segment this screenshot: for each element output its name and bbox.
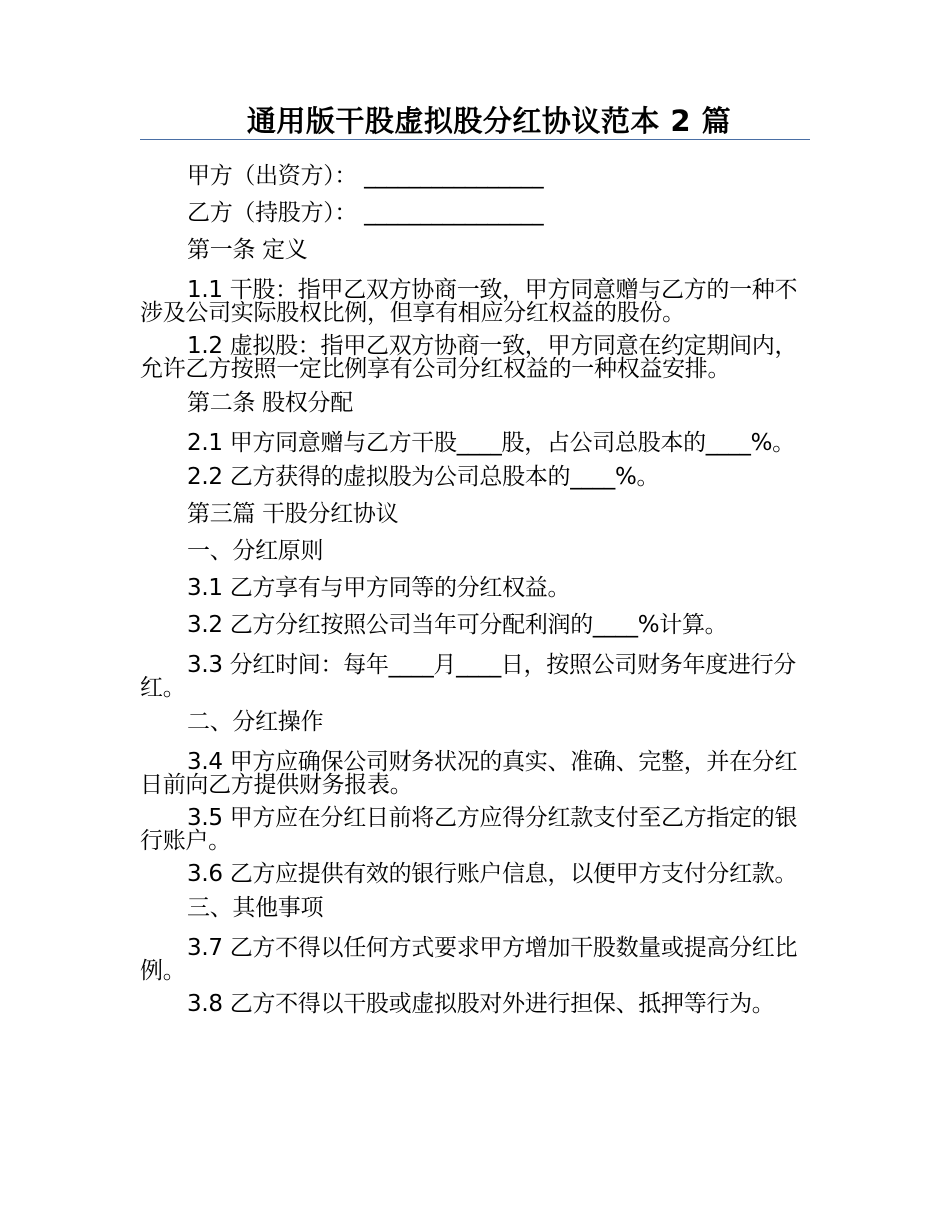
paragraph: 一、分红原则 — [187, 538, 324, 564]
title-underline — [140, 139, 810, 140]
paragraph: 3.1 乙方享有与甲方同等的分红权益。 — [187, 575, 571, 601]
paragraph: 二、分红操作 — [187, 709, 324, 735]
paragraph: 1.2 虚拟股：指甲乙双方协商一致，甲方同意在约定期间内，允许乙方按照一定比例享有公司分红权益的一种权益安排。 — [140, 333, 798, 382]
paragraph: 甲方（出资方）： ________________ — [187, 163, 544, 189]
paragraph: 3.3 分红时间：每年____月____日，按照公司财务年度进行分红。 — [140, 652, 796, 701]
paragraph: 三、其他事项 — [187, 895, 324, 921]
paragraph: 3.4 甲方应确保公司财务状况的真实、准确、完整，并在分红日前向乙方提供财务报表。 — [140, 749, 798, 798]
document-title: 通用版干股虚拟股分红协议范本 2 篇 — [246, 104, 732, 138]
paragraph: 第二条 股权分配 — [187, 390, 353, 416]
document-body — [140, 158, 802, 1020]
paragraph: 3.8 乙方不得以干股或虚拟股对外进行担保、抵押等行为。 — [187, 991, 775, 1017]
paragraph: 3.7 乙方不得以任何方式要求甲方增加干股数量或提高分红比例。 — [140, 935, 798, 984]
paragraph: 1.1 干股：指甲乙双方协商一致，甲方同意赠与乙方的一种不涉及公司实际股权比例，但享有相应分红权益的股份。 — [140, 277, 798, 326]
paragraph: 2.1 甲方同意赠与乙方干股____股，占公司总股本的____%。 — [187, 430, 795, 456]
paragraph: 第三篇 干股分红协议 — [187, 501, 399, 527]
paragraph: 乙方（持股方）： ________________ — [187, 200, 544, 226]
paragraph: 2.2 乙方获得的虚拟股为公司总股本的____%。 — [187, 464, 660, 490]
paragraph: 3.2 乙方分红按照公司当年可分配利润的____%计算。 — [187, 612, 728, 638]
paragraph: 3.5 甲方应在分红日前将乙方应得分红款支付至乙方指定的银行账户。 — [140, 805, 798, 854]
paragraph: 3.6 乙方应提供有效的银行账户信息，以便甲方支付分红款。 — [187, 861, 798, 887]
paragraph: 第一条 定义 — [187, 237, 308, 263]
